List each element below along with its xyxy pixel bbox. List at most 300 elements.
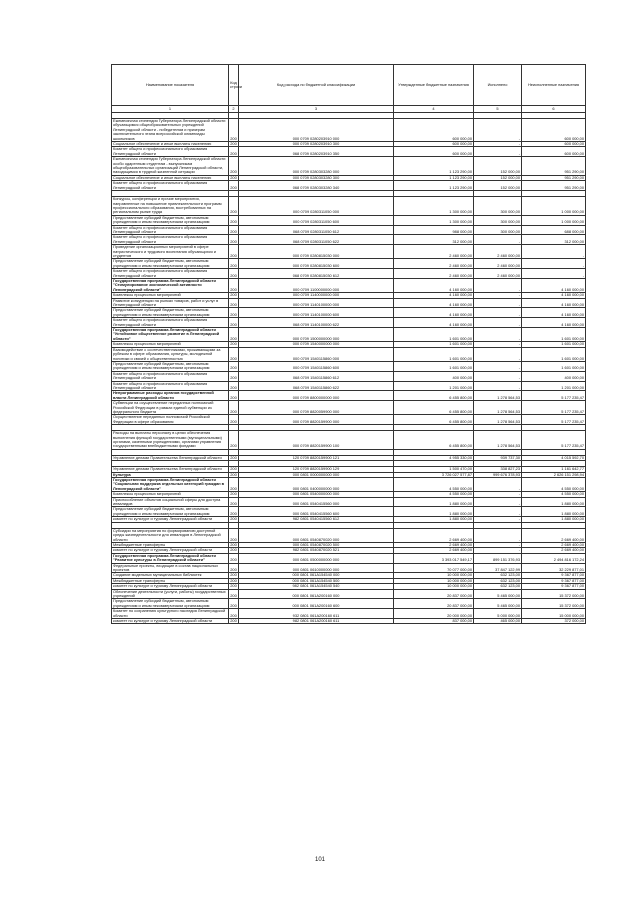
row-name: комитет по культуре и туризму Ленинградской области — [112, 548, 229, 553]
row-executed: 300 000,00 — [474, 215, 522, 225]
row-budget-code: 068 0709 0280203910 350 — [239, 147, 394, 157]
row-not-executed: 4 160 000,00 — [522, 293, 586, 298]
row-line-code: 200 — [229, 318, 239, 328]
row-line-code: 200 — [229, 157, 239, 176]
budget-report-sheet — [111, 64, 585, 624]
row-line-code: 200 — [229, 259, 239, 269]
row-not-executed: 1 000 000,00 — [522, 197, 586, 216]
row-approved: 1 300 000,00 — [394, 215, 474, 225]
row-line-code: 200 — [229, 181, 239, 191]
row-approved: 1 601 000,00 — [394, 361, 474, 371]
header-not-executed: Неисполненные назначения — [522, 65, 586, 106]
row-approved: 1 880 000,00 — [394, 507, 474, 517]
row-approved: 988 000,00 — [394, 225, 474, 235]
row-executed: 152 000,00 — [474, 175, 522, 180]
row-executed: 300 000,00 — [474, 197, 522, 216]
row-not-executed: - — [522, 245, 586, 259]
row-line-code: 200 — [230, 618, 237, 623]
row-line-code: 200 — [229, 279, 239, 293]
row-line-code: 200 — [229, 215, 239, 225]
row-not-executed: 1 880 000,00 — [522, 517, 586, 522]
row-line-code: 200 — [230, 541, 237, 547]
row-budget-code: 000 0801 0540415560 600 — [239, 507, 394, 517]
row-executed: 999 676 378,93 — [474, 472, 522, 477]
row-line-code: 200 — [229, 478, 239, 492]
table-row — [112, 119, 586, 142]
row-budget-code: 000 0709 0280203910 000 — [239, 119, 394, 142]
row-executed: 37 847 122,99 — [474, 563, 522, 573]
row-executed: 5 000 000,00 — [474, 609, 522, 619]
row-budget-code: 000 0709 8800000000 000 — [239, 391, 394, 401]
row-executed: 1 278 564,53 — [474, 431, 522, 450]
page-number: 101 — [314, 857, 325, 863]
row-approved: 1 500 470,00 — [394, 467, 474, 472]
row-approved: 4 160 000,00 — [394, 318, 474, 328]
row-executed: - — [474, 119, 522, 142]
row-budget-code: 000 0801 0540870020 000 — [239, 528, 394, 542]
table-row — [112, 245, 586, 259]
row-executed: - — [474, 279, 522, 293]
column-number: 5 — [474, 106, 522, 113]
row-name: Управление делами Правительства Ленинградской области — [112, 467, 229, 472]
row-approved: 10 000 000,00 — [394, 578, 474, 583]
row-line-code: 200 — [229, 347, 239, 361]
row-approved: 1 601 000,00 — [394, 347, 474, 361]
row-executed: - — [474, 517, 522, 522]
row-not-executed: 600 000,00 — [522, 147, 586, 157]
row-line-code: 200 — [230, 174, 237, 180]
table-row — [112, 215, 586, 225]
row-executed: - — [474, 308, 522, 318]
row-not-executed: 400 000,00 — [522, 371, 586, 381]
row-line-code: 200 — [230, 292, 237, 298]
row-budget-code: 000 0801 061A154540 000 — [239, 573, 394, 578]
row-approved: 20 837 000,00 — [394, 599, 474, 609]
row-line-code: 200 — [229, 245, 239, 259]
row-not-executed: 1 601 000,00 — [522, 347, 586, 361]
row-line-code: 200 — [230, 572, 237, 578]
row-approved: 6 455 800,00 — [394, 401, 474, 415]
table-row — [112, 431, 586, 450]
table-row — [112, 197, 586, 216]
row-budget-code: 000 0801 0000000000 000 — [239, 472, 394, 477]
row-budget-code: 000 0709 8820159900 100 — [239, 431, 394, 450]
row-budget-code: 120 0709 8820159900 129 — [239, 467, 394, 472]
row-line-code: 200 — [230, 491, 237, 497]
row-line-code: 200 — [229, 381, 239, 391]
row-executed: - — [474, 507, 522, 517]
row-executed: 152 000,00 — [474, 181, 522, 191]
row-not-executed: 2 669 400,00 — [522, 528, 586, 542]
row-budget-code: 000 0709 1140100000 600 — [239, 308, 394, 318]
row-not-executed: 1 601 000,00 — [522, 361, 586, 371]
row-approved: 2 460 000,00 — [394, 259, 474, 269]
row-name: Управление делами Правительства Ленинградской области — [112, 455, 229, 460]
row-approved: 1 123 290,00 — [394, 181, 474, 191]
row-executed: 2 460 000,00 — [474, 245, 522, 259]
row-name: Взаимодействие с соотечественниками, проживающими за рубежом в сфере образования, культуры, молодежной политики и связей с общественностью — [112, 347, 229, 361]
row-name: Комплексы процессных мероприятий — [112, 342, 229, 347]
row-line-code: 200 — [230, 547, 237, 553]
row-name: Развитие конкуренции на рынках товаров, работ и услуг в Ленинградской области — [112, 298, 229, 308]
row-approved: 10 000 000,00 — [394, 573, 474, 578]
table-row — [112, 415, 586, 425]
row-budget-code: 068 0709 0280311050 622 — [239, 235, 394, 245]
row-name: Создание модельных муниципальных библиотек — [112, 573, 229, 578]
row-budget-code: 068 0709 0280303280 340 — [239, 181, 394, 191]
row-not-executed: 1 000 000,00 — [522, 215, 586, 225]
row-executed: - — [474, 298, 522, 308]
row-budget-code: 000 0801 0540415560 000 — [239, 497, 394, 507]
row-line-code: 200 — [229, 528, 239, 542]
row-budget-code: 982 0801 0540870020 521 — [239, 548, 394, 553]
row-budget-code: 000 0709 1500000000 000 — [239, 328, 394, 342]
table-row — [112, 361, 586, 371]
row-approved: 1 880 000,00 — [394, 517, 474, 522]
row-line-code: 200 — [230, 471, 237, 477]
row-approved: 4 550 000,00 — [394, 492, 474, 497]
row-approved: 4 160 000,00 — [394, 298, 474, 308]
row-not-executed: 951 290,00 — [522, 175, 586, 180]
header-executed: Исполнено — [474, 65, 522, 106]
row-executed: 300 000,00 — [474, 225, 522, 235]
row-not-executed: 15 000 000,00 — [522, 609, 586, 619]
row-not-executed: 4 550 000,00 — [522, 478, 586, 492]
row-name: Предоставление субсидий бюджетным, автономным учреждениям и иным некоммерческим организациям — [112, 215, 229, 225]
row-not-executed: 2 626 151 298,94 — [522, 472, 586, 477]
row-name: комитет по культуре и туризму Ленинградской области — [112, 517, 229, 522]
row-line-code: 200 — [229, 553, 239, 563]
row-approved: 600 000,00 — [394, 119, 474, 142]
row-name: Комитет по сохранению культурного наследия Ленинградской области — [112, 609, 229, 619]
row-executed: - — [474, 142, 522, 147]
row-line-code: 200 — [229, 147, 239, 157]
row-not-executed: 688 000,00 — [522, 225, 586, 235]
row-name: Культура — [112, 472, 229, 477]
row-executed: 632 123,00 — [474, 573, 522, 578]
row-not-executed: 951 290,00 — [522, 157, 586, 176]
row-budget-code: 000 0801 061A200160 000 — [239, 589, 394, 599]
row-not-executed: 1 601 000,00 — [522, 342, 586, 347]
row-approved: 400 000,00 — [394, 371, 474, 381]
row-budget-code: 000 0709 0280311050 600 — [239, 215, 394, 225]
row-executed: 465 000,00 — [474, 619, 522, 624]
row-approved: 312 000,00 — [394, 235, 474, 245]
row-line-code: 200 — [229, 507, 239, 517]
row-not-executed: 5 177 235,47 — [522, 401, 586, 415]
row-budget-code: 000 0709 1540115860 600 — [239, 361, 394, 371]
row-line-code: 200 — [229, 269, 239, 279]
row-line-code: 200 — [230, 583, 237, 589]
row-name: Субсидии на мероприятия по формированию доступной среды жизнедеятельности для инвалидов в Ленинградской области — [112, 528, 229, 542]
column-number: 3 — [239, 106, 394, 113]
row-approved: 1 201 000,00 — [394, 381, 474, 391]
row-budget-code: 120 0709 8820159900 121 — [239, 455, 394, 460]
row-name: комитет по культуре и туризму Ленинградской области — [112, 584, 229, 589]
row-not-executed: 32 229 877,01 — [522, 563, 586, 573]
row-executed: - — [474, 492, 522, 497]
row-name: Комплексы процессных мероприятий — [112, 492, 229, 497]
row-approved: 4 955 330,00 — [394, 455, 474, 460]
row-executed: - — [474, 342, 522, 347]
row-not-executed: 4 160 000,00 — [522, 298, 586, 308]
row-name: Предоставление субсидий бюджетным, автономным учреждениям и иным некоммерческим организациям — [112, 507, 229, 517]
row-line-code: 200 — [229, 361, 239, 371]
row-not-executed: 1 880 000,00 — [522, 497, 586, 507]
row-budget-code: 068 0709 0280815030 612 — [239, 269, 394, 279]
row-budget-code: 000 0709 8820159900 000 — [239, 415, 394, 425]
row-approved: 2 669 400,00 — [394, 528, 474, 542]
row-line-code: 200 — [229, 308, 239, 318]
table-row — [112, 181, 586, 191]
row-approved: 20 837 000,00 — [394, 589, 474, 599]
row-name: Комитет общего и профессионального образования Ленинградской области — [112, 269, 229, 279]
row-line-code: 200 — [229, 235, 239, 245]
row-line-code: 200 — [229, 391, 239, 401]
row-name: Приспособление объектов социальной сферы для доступа инвалидов — [112, 497, 229, 507]
row-name: Обеспечение деятельности (услуги, работы) государственных учреждений — [112, 589, 229, 599]
row-line-code: 200 — [229, 119, 239, 142]
row-executed: 1 278 564,53 — [474, 391, 522, 401]
row-not-executed: 4 160 000,00 — [522, 308, 586, 318]
row-name: Предоставление субсидий бюджетным, автономным учреждениям и иным некоммерческим организациям — [112, 361, 229, 371]
column-number: 4 — [394, 106, 474, 113]
row-budget-code: 000 0709 1100000000 000 — [239, 279, 394, 293]
row-not-executed: 600 000,00 — [522, 142, 586, 147]
row-not-executed: 312 000,00 — [522, 235, 586, 245]
column-number: 1 — [112, 106, 229, 113]
budget-table — [111, 64, 586, 624]
row-budget-code: 000 0709 8820059900 000 — [239, 401, 394, 415]
row-approved: 3 393 017 549,17 — [394, 553, 474, 563]
row-not-executed: 2 669 400,00 — [522, 542, 586, 547]
row-name: комитет по культуре и туризму Ленинградской области — [112, 619, 229, 624]
row-name: Государственная программа Ленинградской области "Устойчивое общественное развитие в Ленинградской области" — [112, 328, 229, 342]
row-approved: 20 000 000,00 — [394, 609, 474, 619]
row-name: Комитет общего и профессионального образования Ленинградской области — [112, 318, 229, 328]
row-line-code: 200 — [229, 328, 239, 342]
row-budget-code: 000 0801 0400000000 000 — [239, 478, 394, 492]
row-name: Осуществление переданных полномочий Российской Федерации в сфере образования — [112, 415, 229, 425]
row-line-code: 200 — [230, 454, 237, 460]
row-name: Предоставление субсидий бюджетным, автономным учреждениям и иным некоммерческим организациям — [112, 599, 229, 609]
row-executed: 5 465 000,00 — [474, 589, 522, 599]
row-budget-code: 000 0709 0280311050 000 — [239, 197, 394, 216]
row-name: Комитет общего и профессионального образования Ленинградской области — [112, 181, 229, 191]
row-executed: 338 827,23 — [474, 467, 522, 472]
row-not-executed: 2 494 816 172,24 — [522, 553, 586, 563]
row-approved: 6 455 800,00 — [394, 391, 474, 401]
row-budget-code: 000 0709 0280815030 000 — [239, 245, 394, 259]
row-approved: 3 726 027 577,87 — [394, 472, 474, 477]
row-not-executed: 4 160 000,00 — [522, 318, 586, 328]
row-name: Ежемесячная стипендия Губернатора Ленинградской области особо одаренным студентам - выпускникам общеобразовательных организаций Ленинградской области, находящимся в трудной жизненной ситуации — [112, 157, 229, 176]
row-budget-code: 000 0801 0540000000 000 — [239, 492, 394, 497]
row-budget-code: 068 0709 0280311050 612 — [239, 225, 394, 235]
row-approved: 2 669 400,00 — [394, 548, 474, 553]
table-row — [112, 371, 586, 381]
table-row — [112, 553, 586, 563]
row-executed: - — [474, 328, 522, 342]
row-name: Комитет общего и профессионального образования Ленинградской области — [112, 235, 229, 245]
row-budget-code: 000 0801 061A200160 600 — [239, 599, 394, 609]
row-not-executed: 15 372 000,00 — [522, 599, 586, 609]
row-line-code: 200 — [230, 577, 237, 583]
row-line-code: 200 — [230, 341, 237, 347]
row-budget-code: 068 0709 1540115860 612 — [239, 371, 394, 381]
row-name: Социальное обеспечение и иные выплаты населению — [112, 142, 229, 147]
row-not-executed: - — [522, 269, 586, 279]
table-header-row — [112, 65, 586, 106]
table-row — [112, 328, 586, 342]
table-row — [112, 347, 586, 361]
row-not-executed: - — [522, 259, 586, 269]
row-executed: - — [474, 361, 522, 371]
row-executed: - — [474, 235, 522, 245]
row-name: Предоставление субсидий бюджетным, автономным учреждениям и иным некоммерческим организациям — [112, 259, 229, 269]
row-budget-code: 982 0801 061A154540 540 — [239, 584, 394, 589]
table-row — [112, 157, 586, 176]
row-not-executed: 9 367 877,00 — [522, 573, 586, 578]
row-executed: 2 460 000,00 — [474, 259, 522, 269]
row-approved: 2 460 000,00 — [394, 245, 474, 259]
row-name: Непрограммные расходы органов государственной власти Ленинградской области — [112, 391, 229, 401]
row-executed: 939 737,30 — [474, 455, 522, 460]
row-executed: - — [474, 548, 522, 553]
row-approved: 1 123 290,00 — [394, 157, 474, 176]
row-name: Государственная программа Ленинградской области "Стимулирование экономической активности Ленинградской области" — [112, 279, 229, 293]
row-approved: 1 601 000,00 — [394, 328, 474, 342]
row-budget-code: 000 0709 1140000000 000 — [239, 293, 394, 298]
table-row — [112, 528, 586, 542]
row-not-executed: 5 177 235,47 — [522, 391, 586, 401]
row-not-executed: 15 372 000,00 — [522, 589, 586, 599]
row-approved: 2 669 400,00 — [394, 542, 474, 547]
row-approved: 600 000,00 — [394, 147, 474, 157]
row-name: Межбюджетные трансферты — [112, 542, 229, 547]
column-number: 6 — [522, 106, 586, 113]
row-not-executed: 600 000,00 — [522, 119, 586, 142]
row-budget-code: 000 0709 1540000000 000 — [239, 342, 394, 347]
row-budget-code: 000 0709 1540115860 000 — [239, 347, 394, 361]
row-name: Социальное обеспечение и иные выплаты населению — [112, 175, 229, 180]
row-not-executed: 4 015 592,70 — [522, 455, 586, 460]
header-line-code: Код строки — [229, 65, 239, 106]
row-budget-code: 068 0709 1140100000 622 — [239, 318, 394, 328]
row-approved: 2 460 000,00 — [394, 269, 474, 279]
row-not-executed: 5 177 235,47 — [522, 431, 586, 450]
row-name: Субвенции на осуществление переданных полномочий Российской Федерации в рамках единой субвенции из федерального бюджета — [112, 401, 229, 415]
row-executed: - — [474, 497, 522, 507]
row-not-executed: 1 201 000,00 — [522, 381, 586, 391]
row-approved: 4 160 000,00 — [394, 279, 474, 293]
row-budget-code: 982 0801 0540415560 612 — [239, 517, 394, 522]
row-approved: 4 550 000,00 — [394, 478, 474, 492]
row-not-executed: 951 290,00 — [522, 181, 586, 191]
row-executed: 899 151 376,93 — [474, 553, 522, 563]
row-not-executed: 1 880 000,00 — [522, 507, 586, 517]
row-not-executed: 9 367 877,00 — [522, 584, 586, 589]
row-not-executed: 372 000,00 — [522, 619, 586, 624]
row-approved: 1 123 290,00 — [394, 175, 474, 180]
row-line-code: 200 — [229, 225, 239, 235]
row-approved: 4 160 000,00 — [394, 293, 474, 298]
row-budget-code: 068 0709 1540115860 622 — [239, 381, 394, 391]
row-executed: - — [474, 542, 522, 547]
row-not-executed: 4 550 000,00 — [522, 492, 586, 497]
row-executed: 1 278 564,53 — [474, 401, 522, 415]
row-approved: 600 000,00 — [394, 142, 474, 147]
row-line-code: 200 — [229, 609, 239, 619]
row-name: Федеральные проекты, входящие в состав национальных проектов — [112, 563, 229, 573]
row-line-code: 200 — [229, 563, 239, 573]
row-budget-code: 000 0709 0280303280 300 — [239, 175, 394, 180]
row-not-executed: 2 669 400,00 — [522, 548, 586, 553]
row-line-code: 200 — [229, 371, 239, 381]
row-name: Государственная программа Ленинградской области "Развитие культуры в Ленинградской области" — [112, 553, 229, 563]
row-approved: 6 455 800,00 — [394, 415, 474, 425]
row-line-code: 200 — [229, 599, 239, 609]
column-number: 2 — [229, 106, 239, 113]
row-executed: 632 123,00 — [474, 578, 522, 583]
row-approved: 4 160 000,00 — [394, 308, 474, 318]
row-executed: - — [474, 371, 522, 381]
row-executed: - — [474, 347, 522, 361]
row-line-code: 200 — [230, 141, 237, 147]
header-budget-code: Код расхода по бюджетной классификации — [239, 65, 394, 106]
row-budget-code: 982 0801 061A200160 611 — [239, 619, 394, 624]
row-budget-code: 932 0801 061A200160 611 — [239, 609, 394, 619]
row-line-code: 200 — [229, 415, 239, 425]
row-approved: 1 601 000,00 — [394, 342, 474, 347]
row-name: Комитет общего и профессионального образования Ленинградской области — [112, 147, 229, 157]
row-approved: 6 455 800,00 — [394, 431, 474, 450]
row-approved: 70 077 000,00 — [394, 563, 474, 573]
row-approved: 10 000 000,00 — [394, 584, 474, 589]
row-approved: 1 880 000,00 — [394, 497, 474, 507]
row-executed: 2 460 000,00 — [474, 269, 522, 279]
table-row — [112, 619, 586, 624]
row-executed: 632 123,00 — [474, 584, 522, 589]
row-budget-code: 000 0709 0280815030 600 — [239, 259, 394, 269]
header-approved: Утвержденные бюджетные назначения — [394, 65, 474, 106]
column-number-row — [112, 106, 586, 113]
row-name: Конкурсы, конференции и прочие мероприятия, направленные на повышение привлекательности программ профессионального образования, востребованных на региональном рынке труда — [112, 197, 229, 216]
row-budget-code: 000 0801 0610000000 000 — [239, 563, 394, 573]
row-name: Комитет общего и профессионального образования Ленинградской области — [112, 225, 229, 235]
row-name: Комплексы процессных мероприятий — [112, 293, 229, 298]
row-executed: - — [474, 318, 522, 328]
row-not-executed: 9 367 877,00 — [522, 578, 586, 583]
row-not-executed: 5 177 235,47 — [522, 415, 586, 425]
row-approved: 837 000,00 — [394, 619, 474, 624]
row-executed: - — [474, 381, 522, 391]
row-name: Предоставление субсидий бюджетным, автономным учреждениям и иным некоммерческим организациям — [112, 308, 229, 318]
row-line-code: 200 — [230, 466, 237, 472]
row-executed: - — [474, 528, 522, 542]
row-name: Комитет общего и профессионального образования Ленинградской области — [112, 381, 229, 391]
row-not-executed: 1 161 642,77 — [522, 467, 586, 472]
table-body — [112, 113, 586, 624]
row-approved: 1 300 000,00 — [394, 197, 474, 216]
table-row — [112, 478, 586, 492]
row-executed: - — [474, 147, 522, 157]
row-line-code: 200 — [229, 197, 239, 216]
row-name: Межбюджетные трансферты — [112, 578, 229, 583]
row-executed: 5 465 000,00 — [474, 599, 522, 609]
row-executed: 1 278 564,53 — [474, 415, 522, 425]
table-row — [112, 279, 586, 293]
